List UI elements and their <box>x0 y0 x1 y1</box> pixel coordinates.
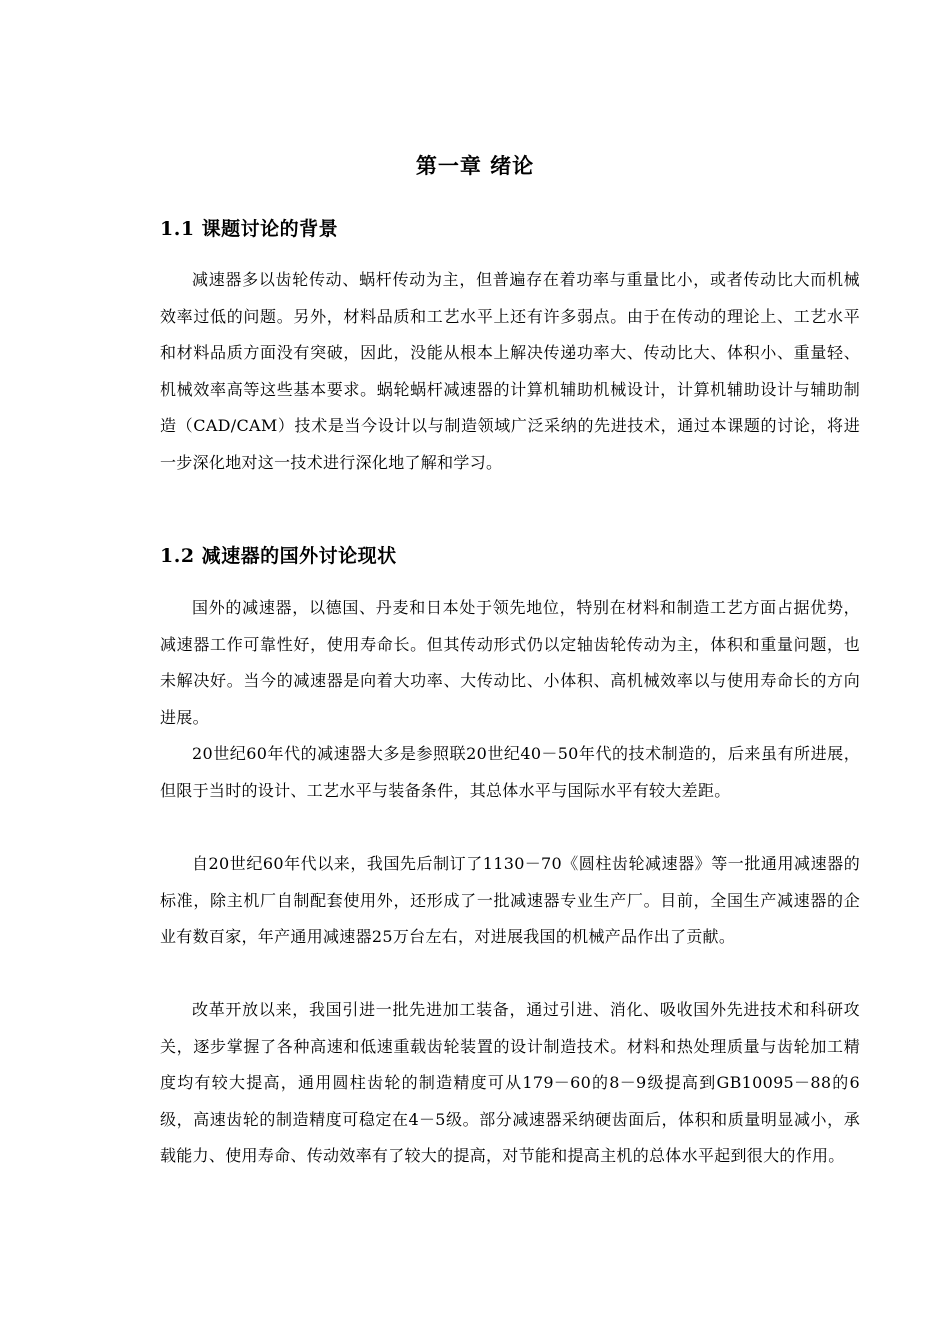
section-heading-background: 1.1 课题讨论的背景 <box>160 218 339 240</box>
paragraph-background: 减速器多以齿轮传动、蜗杆传动为主，但普遍存在着功率与重量比小，或者传动比大而机械效率过低的问题。另外，材料品质和工艺水平上还有许多弱点。由于在传动的理论上、工艺水平和材料品质方面没有突破，因此，没能从根本上解决传递功率大、传动比大、体积小、重量轻、机械效率高等这些基本要求。蜗轮蜗杆减速器的计算机辅助机械设计，计算机辅助设计与辅助制造（CAD/CAM）技术是当今设计以与制造领域广泛采纳的先进技术，通过本课题的讨论，将进一步深化地对这一技术进行深化地了解和学习。 <box>160 270 860 472</box>
paragraph-status-4: 改革开放以来，我国引进一批先进加工装备，通过引进、消化、吸收国外先进技术和科研攻关，逐步掌握了各种高速和低速重载齿轮装置的设计制造技术。材料和热处理质量与齿轮加工精度均有较大提高，通用圆柱齿轮的制造精度可从179－60的8－9级提高到GB10095－88的6级，高速齿轮的制造精度可稳定在4－5级。部分减速器采纳硬齿面后，体积和质量明显减小，承载能力、使用寿命、传动效率有了较大的提高，对节能和提高主机的总体水平起到很大的作用。 <box>160 1000 860 1165</box>
paragraph-status-1: 国外的减速器，以德国、丹麦和日本处于领先地位，特别在材料和制造工艺方面占据优势，减速器工作可靠性好，使用寿命长。但其传动形式仍以定轴齿轮传动为主，体积和重量问题，也未解决好。当今的减速器是向着大功率、大传动比、小体积、高机械效率以与使用寿命长的方向进展。 <box>160 598 860 727</box>
section-heading-status: 1.2 减速器的国外讨论现状 <box>160 545 397 567</box>
paragraph-status-3: 自20世纪60年代以来，我国先后制订了1130－70《圆柱齿轮减速器》等一批通用减速器的标准，除主机厂自制配套使用外，还形成了一批减速器专业生产厂。目前，全国生产减速器的企业有数百家，年产通用减速器25万台左右，对进展我国的机械产品作出了贡献。 <box>160 854 860 946</box>
chapter-title: 第一章 绪论 <box>415 153 535 178</box>
paragraph-status-2: 20世纪60年代的减速器大多是参照联20世纪40－50年代的技术制造的，后来虽有所进展，但限于当时的设计、工艺水平与装备条件，其总体水平与国际水平有较大差距。 <box>160 744 860 800</box>
